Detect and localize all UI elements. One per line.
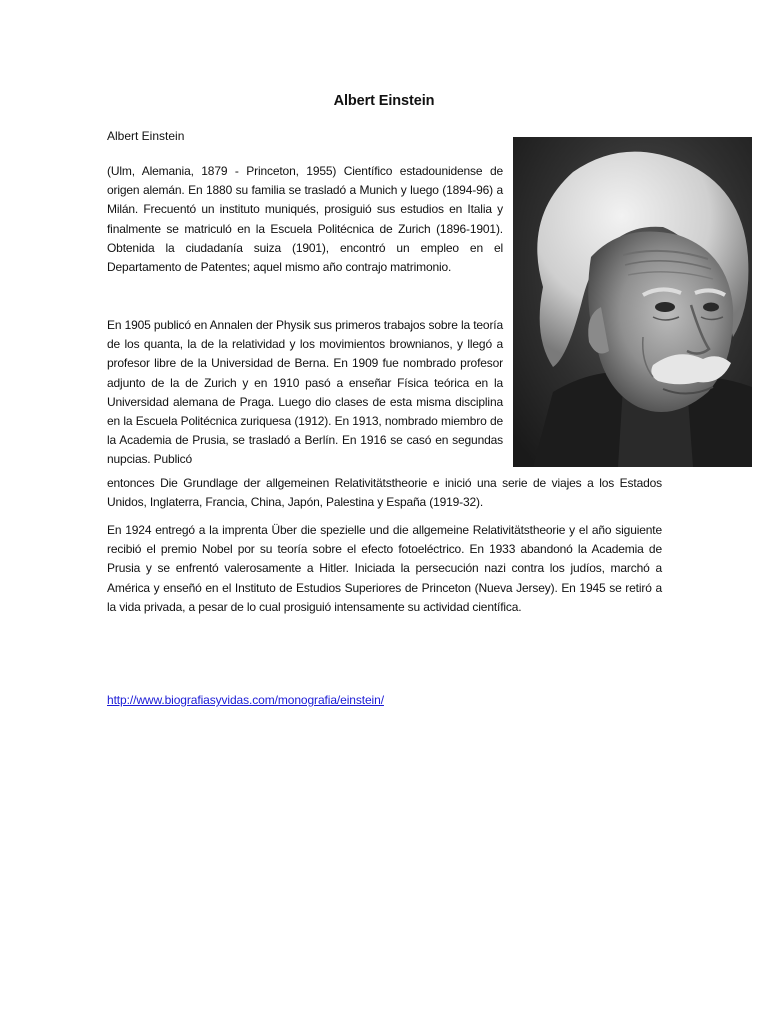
document-title: Albert Einstein [333,93,435,109]
document-subtitle: Albert Einstein [107,129,185,143]
paragraph-biography-later: En 1924 entregó a la imprenta Über die spezielle und die allgemeine Relativitätstheorie y el año siguiente recibió el premio Nobel por su teoría sobre el efecto fotoeléctrico. En 1933 abandonó la Academia de Prusia y se enfrentó valerosamente a Hitler. Iniciada la persecución nazi contra los judíos, marchó a América y enseñó en el Instituto de Estudios Superiores de Princeton (Nueva Jersey). En 1945 se retiró a la vida privada, a pesar de lo cual prosiguió intensamente su actividad científica. [107,523,662,614]
paragraph-biography-early: (Ulm, Alemania, 1879 - Princeton, 1955) Científico estadounidense de origen alemán. En 1880 su familia se trasladó a Munich y luego (1894-96) a Milán. Frecuentó un instituto muniqués, prosiguió sus estudios en Italia y finalmente se matriculó en la Escuela Politécnica de Zurich (1896-1901). Obtenida la ciudadanía suiza (1901), encontró un empleo en el Departamento de Patentes; aquel mismo año contrajo matrimonio. [107,164,503,275]
paragraph-biography-career-continued: entonces Die Grundlage der allgemeinen Relativitätstheorie e inició una serie de viajes a los Estados Unidos, Inglaterra, Francia, China, Japón, Palestina y España (1919-32). [107,476,662,510]
paragraph-biography-career: En 1905 publicó en Annalen der Physik sus primeros trabajos sobre la teoría de los quanta, la de la relatividad y los movimientos brownianos, y llegó a profesor libre de la Universidad de Berna. En 1909 fue nombrado profesor adjunto de la de Zurich y en 1910 pasó a enseñar Física teórica en la Universidad alemana de Praga. Luego dio clases de esta misma disciplina en la Escuela Politécnica zuriquesa (1912). En 1913, nombrado miembro de la Academia de Prusia, se trasladó a Berlín. En 1916 se casó en segundas nupcias. Publicó [107,318,503,467]
source-link[interactable]: http://www.biografiasyvidas.com/monografia/einstein/ [107,693,384,707]
einstein-portrait-photo [513,137,752,467]
